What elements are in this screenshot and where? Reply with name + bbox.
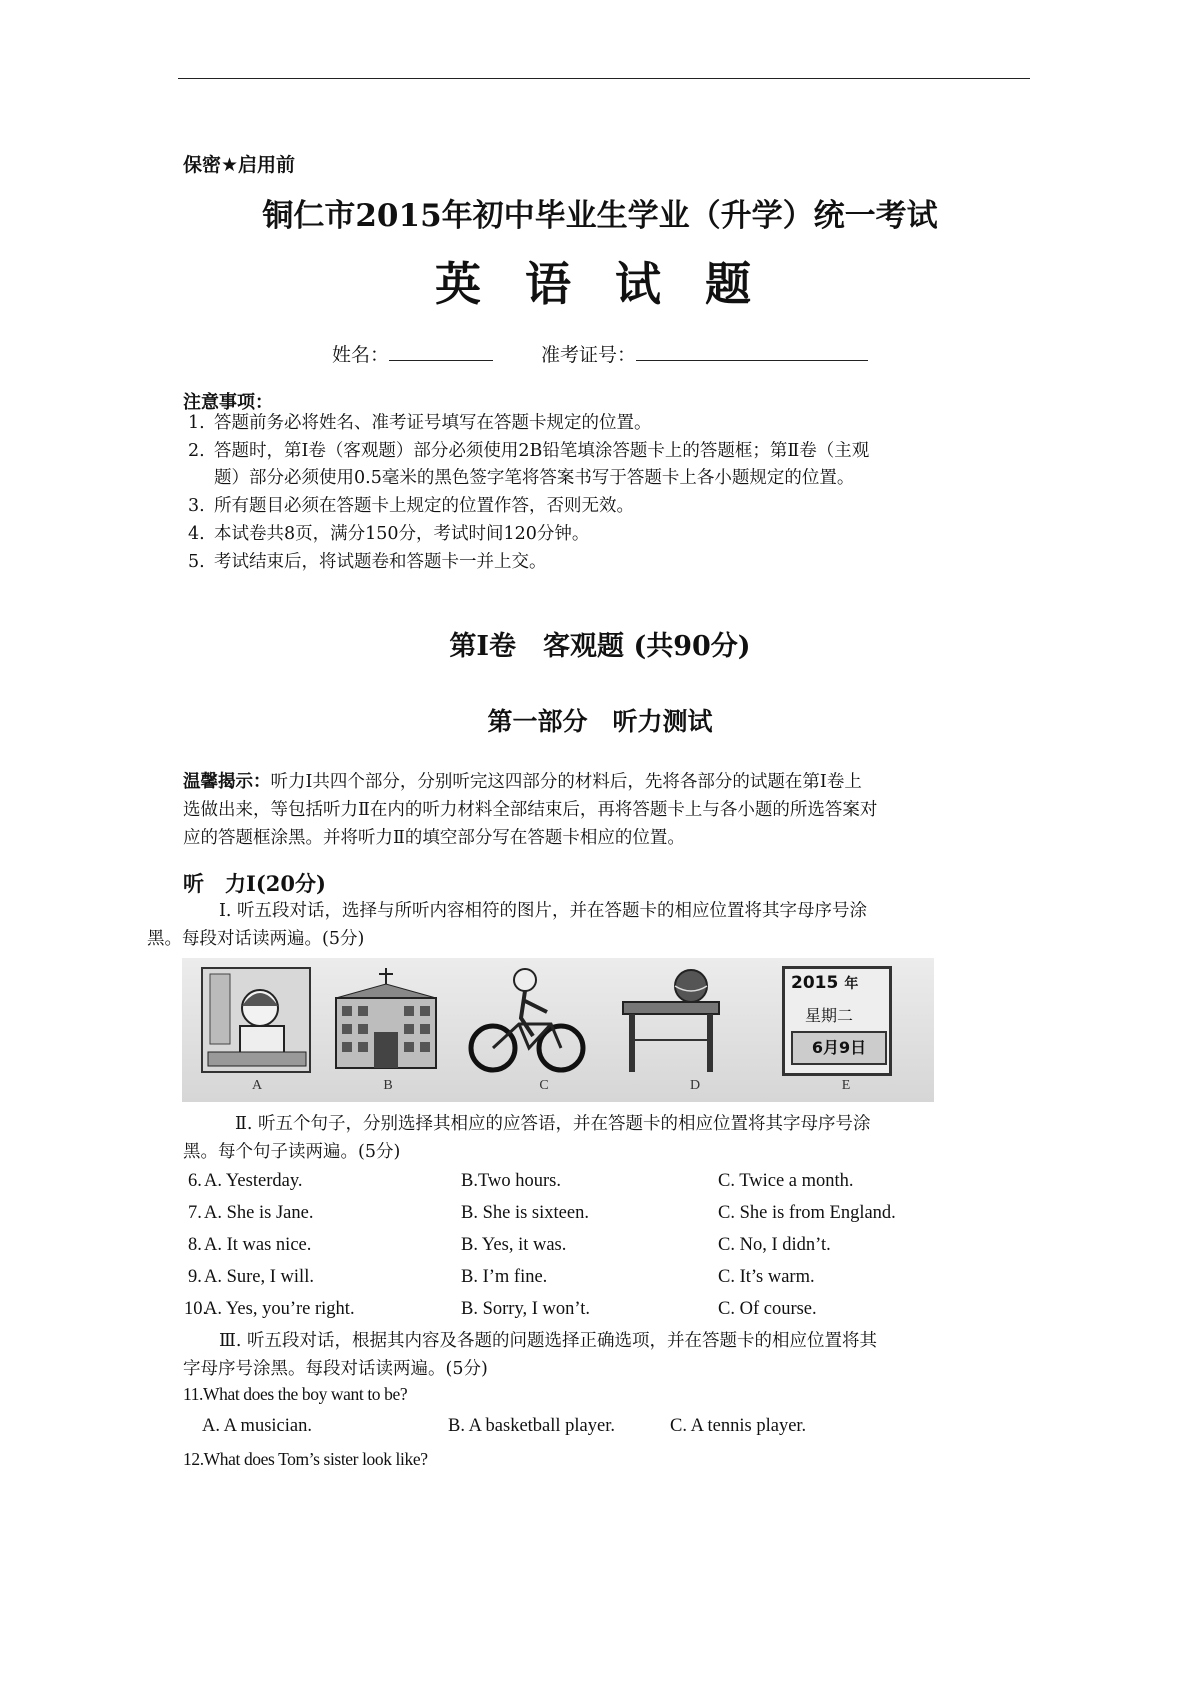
note-item: 5. 考试结束后，将试题卷和答题卡一并上交。	[188, 552, 547, 572]
part-title: 第一部分 听力测试	[487, 707, 713, 736]
question-row: 10. A. Yes, you’re right. B. Sorry, I won’t. C. Of course.	[184, 1299, 817, 1319]
part1-instructions: Ⅰ. 听五段对话，选择与所听内容相符的图片，并在答题卡的相应位置将其字母序号涂 黑。每段对话读两遍。(5分)	[147, 901, 868, 949]
question-row: 7. A. She is Jane. B. She is sixteen. C. She is from England.	[188, 1203, 896, 1223]
picture-label: B	[383, 1078, 393, 1093]
tip-label: 温馨揭示：	[183, 772, 271, 792]
picture-label: D	[689, 1078, 701, 1093]
note-item: 3. 所有题目必须在答题卡上规定的位置作答，否则无效。	[188, 496, 634, 516]
name-field[interactable]	[389, 342, 493, 361]
student-reading-icon	[200, 966, 312, 1076]
name-label: 姓名：	[331, 344, 389, 366]
ball-on-table-icon	[617, 966, 725, 1076]
calendar-weekday: 星期二	[805, 1006, 854, 1025]
picture-label: C	[539, 1078, 549, 1093]
question-11: 11.What does the boy want to be?	[183, 1384, 408, 1404]
question-12: 12.What does Tom’s sister look like?	[183, 1449, 428, 1469]
confidential-label: 保密★启用前	[183, 154, 296, 176]
id-label: 准考证号：	[541, 344, 637, 366]
notes-heading: 注意事项：	[183, 392, 273, 413]
picture-label: A	[251, 1078, 263, 1093]
calendar-icon	[782, 966, 892, 1076]
question-11-options: A. A musician. B. A basketball player. C. A tennis player.	[202, 1416, 807, 1436]
question-row: 6. A. Yesterday. B.Two hours. C. Twice a month.	[188, 1171, 854, 1191]
header-rule	[178, 78, 1030, 79]
question-row: 9. A. Sure, I will. B. I’m fine. C. It’s warm.	[188, 1267, 815, 1287]
listening-heading: 听 力Ⅰ(20分)	[183, 871, 326, 896]
tip-paragraph: 温馨揭示：听力Ⅰ共四个部分，分别听完这四部分的材料后，先将各部分的试题在第Ⅰ卷上 选做出来，等包括听力Ⅱ在内的听力材料全部结束后，再将答题卡上与各小题的所选答案对 应的答题框涂黑。并将听力Ⅱ的填空部分写在答题卡相应的位置。	[183, 772, 878, 848]
exam-title: 铜仁市2015年初中毕业生学业（升学）统一考试	[262, 198, 938, 234]
calendar-year-suffix: 年	[844, 976, 859, 992]
calendar-year: 2015	[791, 973, 839, 993]
note-item: 2. 答题时，第Ⅰ卷（客观题）部分必须使用2B铅笔填涂答题卡上的答题框；第Ⅱ卷（主观 题）部分必须使用0.5毫米的黑色签字笔将答案书写于答题卡上各小题规定的位置。	[188, 441, 870, 488]
picture-strip	[182, 958, 934, 1102]
candidate-info	[0, 340, 1200, 367]
picture-label: E	[841, 1078, 851, 1093]
id-field[interactable]	[636, 342, 868, 361]
subject-title: 英 语 试 题	[434, 257, 766, 311]
note-item: 4. 本试卷共8页，满分150分，考试时间120分钟。	[188, 524, 590, 544]
part3-instructions: Ⅲ. 听五段对话，根据其内容及各题的问题选择正确选项，并在答题卡的相应位置将其 字母序号涂黑。每段对话读两遍。(5分)	[183, 1331, 877, 1379]
volume-title: 第Ⅰ卷 客观题 (共90分)	[449, 631, 751, 662]
question-row: 8. A. It was nice. B. Yes, it was. C. No, I didn’t.	[188, 1235, 831, 1255]
boy-bicycle-icon	[467, 966, 587, 1076]
note-item: 1. 答题前务必将姓名、准考证号填写在答题卡规定的位置。	[188, 413, 652, 433]
part2-instructions: Ⅱ. 听五个句子，分别选择其相应的应答语，并在答题卡的相应位置将其字母序号涂 黑。每个句子读两遍。(5分)	[183, 1114, 871, 1162]
calendar-date: 6月9日	[791, 1031, 887, 1065]
school-building-icon	[330, 966, 442, 1076]
